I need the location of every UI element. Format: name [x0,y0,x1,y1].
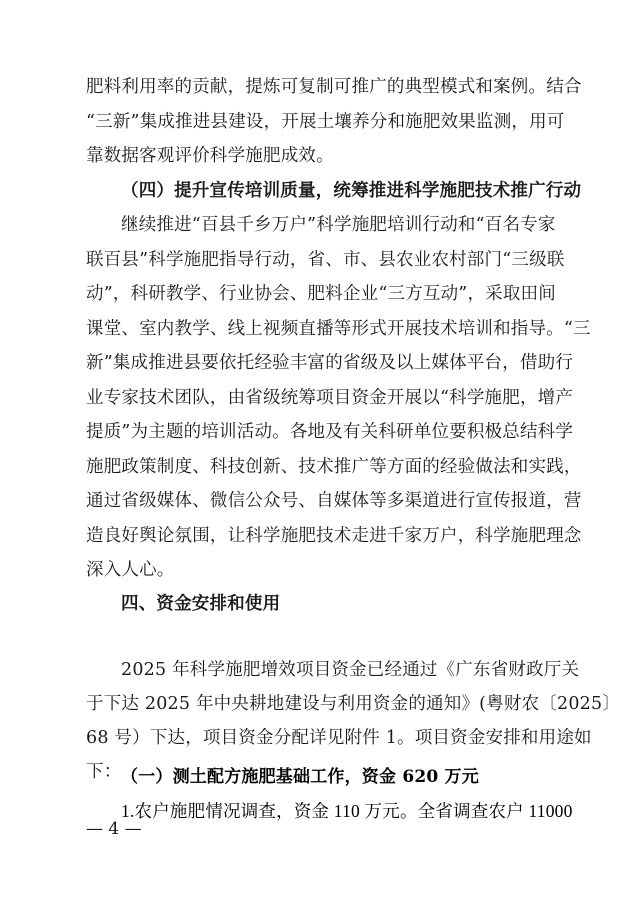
body-text-line: 1.农户施肥情况调查，资金 110 万元。全省调查农户 11000 [121,801,573,821]
body-text-line: 业专家技术团队，由省级统筹项目资金开展以“科学施肥，增产 [86,388,574,408]
body-text-line: 动”，科研教学、行业协会、肥料企业“三方互动”，采取田间 [86,284,556,304]
page-number: — 4 — [86,819,142,839]
body-text-line: 提质”为主题的培训活动。各地及有关科研单位要积极总结科学 [86,422,574,442]
body-text-line: 深入人心。 [86,560,175,580]
body-text-line: 通过省级媒体、微信公众号、自媒体等多渠道进行宣传报道，营 [86,491,582,511]
body-text-line: 继续推进“百县千乡万户”科学施肥培训行动和“百名专家 [121,215,556,235]
body-text-line: 靠数据客观评价科学施肥成效。 [86,146,334,166]
body-text-line: 2025 年科学施肥增效项目资金已经通过《广东省财政厅关 [121,660,580,680]
body-text-line: 造良好舆论氛围，让科学施肥技术走进千家万户，科学施肥理念 [86,526,582,546]
body-text-line: “三新”集成推进县建设，开展土壤养分和施肥效果监测，用可 [86,112,565,132]
body-text-line: 于下达 2025 年中央耕地建设与利用资金的通知》(粤财农〔2025〕 [86,694,621,714]
subsection-heading-4: （四）提升宣传培训质量，统筹推进科学施肥技术推广行动 [121,181,582,201]
section-heading-4: 四、资金安排和使用 [121,594,281,614]
body-text-line: 联百县”科学施肥指导行动，省、市、县农业农村部门“三级联 [86,250,565,270]
body-text-line: 施肥政策制度、科技创新、技术推广等方面的经验做法和实践， [86,457,582,477]
body-text-line: 下： [86,762,122,782]
body-text-line: 新”集成推进县要依托经验丰富的省级及以上媒体平台，借助行 [86,353,574,373]
body-text-line: 68 号）下达，项目资金分配详见附件 1。项目资金安排和用途如 [86,728,592,748]
subsection-heading-1: （一）测土配方施肥基础工作，资金 620 万元 [121,767,479,787]
body-text-line: 课堂、室内教学、线上视频直播等形式开展技术培训和指导。“三 [86,319,591,339]
body-text-line: 肥料利用率的贡献，提炼可复制可推广的典型模式和案例。结合 [86,77,582,97]
